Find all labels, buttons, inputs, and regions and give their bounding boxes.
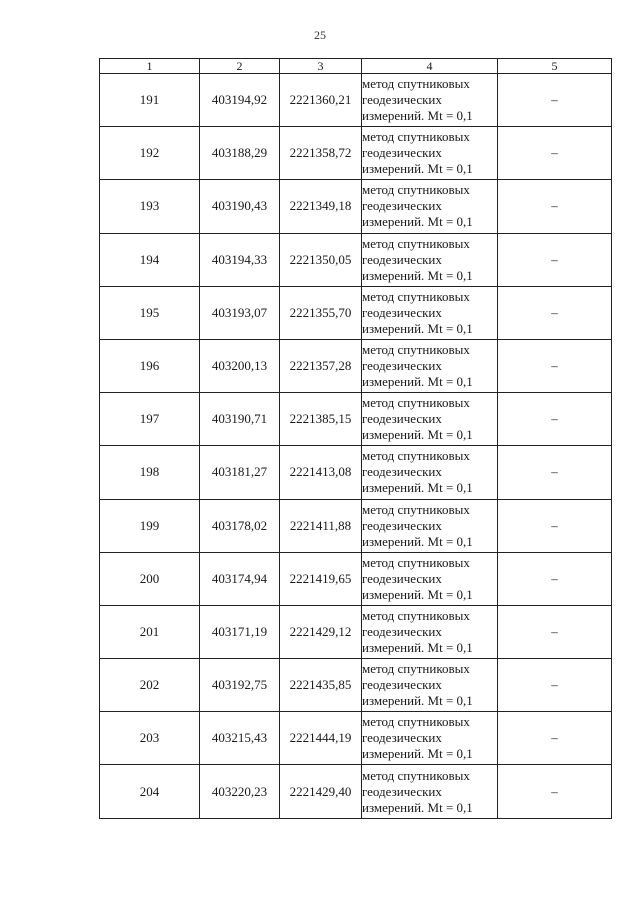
x-coordinate-cell: 403190,71 bbox=[200, 393, 280, 446]
method-line: измерений. Mt = 0,1 bbox=[362, 374, 473, 390]
method-line: геодезических bbox=[362, 411, 442, 427]
note-cell: – bbox=[498, 765, 612, 818]
method-cell bbox=[362, 552, 498, 605]
note-cell: – bbox=[498, 180, 612, 233]
y-coordinate-cell: 2221419,65 bbox=[280, 552, 362, 605]
method-line: метод спутниковых bbox=[362, 395, 470, 411]
column-header-1: 1 bbox=[100, 59, 200, 74]
x-coordinate-cell: 403192,75 bbox=[200, 659, 280, 712]
method-line: геодезических bbox=[362, 304, 442, 320]
method-line: измерений. Mt = 0,1 bbox=[362, 639, 473, 655]
note-cell: – bbox=[498, 393, 612, 446]
method-line: измерений. Mt = 0,1 bbox=[362, 799, 473, 815]
table-body bbox=[100, 74, 612, 819]
coordinates-table bbox=[99, 58, 612, 819]
x-coordinate-cell: 403171,19 bbox=[200, 605, 280, 658]
note-cell: – bbox=[498, 446, 612, 499]
method-cell bbox=[362, 180, 498, 233]
point-number-cell: 193 bbox=[100, 180, 200, 233]
method-cell bbox=[362, 286, 498, 339]
method-line: метод спутниковых bbox=[362, 554, 470, 570]
y-coordinate-cell: 2221357,28 bbox=[280, 339, 362, 392]
method-line: измерений. Mt = 0,1 bbox=[362, 586, 473, 602]
table-row bbox=[100, 765, 612, 818]
method-line: геодезических bbox=[362, 198, 442, 214]
table-row bbox=[100, 339, 612, 392]
x-coordinate-cell: 403174,94 bbox=[200, 552, 280, 605]
note-cell: – bbox=[498, 659, 612, 712]
method-line: метод спутниковых bbox=[362, 342, 470, 358]
method-line: метод спутниковых bbox=[362, 129, 470, 145]
point-number-cell: 204 bbox=[100, 765, 200, 818]
method-line: геодезических bbox=[362, 251, 442, 267]
table-header bbox=[100, 59, 612, 74]
x-coordinate-cell: 403181,27 bbox=[200, 446, 280, 499]
table-row bbox=[100, 127, 612, 180]
method-line: геодезических bbox=[362, 677, 442, 693]
point-number-cell: 194 bbox=[100, 233, 200, 286]
note-cell: – bbox=[498, 605, 612, 658]
method-line: измерений. Mt = 0,1 bbox=[362, 320, 473, 336]
method-cell bbox=[362, 605, 498, 658]
point-number-cell: 198 bbox=[100, 446, 200, 499]
method-line: геодезических bbox=[362, 730, 442, 746]
point-number-cell: 201 bbox=[100, 605, 200, 658]
method-line: геодезических bbox=[362, 517, 442, 533]
x-coordinate-cell: 403194,92 bbox=[200, 74, 280, 127]
method-cell bbox=[362, 393, 498, 446]
table-row bbox=[100, 552, 612, 605]
point-number-cell: 203 bbox=[100, 712, 200, 765]
method-cell bbox=[362, 233, 498, 286]
method-line: метод спутниковых bbox=[362, 288, 470, 304]
note-cell: – bbox=[498, 499, 612, 552]
method-line: измерений. Mt = 0,1 bbox=[362, 267, 473, 283]
point-number-cell: 199 bbox=[100, 499, 200, 552]
point-number-cell: 196 bbox=[100, 339, 200, 392]
column-header-5: 5 bbox=[498, 59, 612, 74]
method-cell bbox=[362, 127, 498, 180]
y-coordinate-cell: 2221411,88 bbox=[280, 499, 362, 552]
method-line: метод спутниковых bbox=[362, 182, 470, 198]
note-cell: – bbox=[498, 712, 612, 765]
y-coordinate-cell: 2221358,72 bbox=[280, 127, 362, 180]
method-cell bbox=[362, 499, 498, 552]
y-coordinate-cell: 2221413,08 bbox=[280, 446, 362, 499]
note-cell: – bbox=[498, 339, 612, 392]
note-cell: – bbox=[498, 74, 612, 127]
column-header-2: 2 bbox=[200, 59, 280, 74]
point-number-cell: 192 bbox=[100, 127, 200, 180]
method-line: метод спутниковых bbox=[362, 714, 470, 730]
y-coordinate-cell: 2221349,18 bbox=[280, 180, 362, 233]
method-cell bbox=[362, 712, 498, 765]
table-row bbox=[100, 712, 612, 765]
point-number-cell: 200 bbox=[100, 552, 200, 605]
x-coordinate-cell: 403193,07 bbox=[200, 286, 280, 339]
method-cell bbox=[362, 339, 498, 392]
method-line: измерений. Mt = 0,1 bbox=[362, 214, 473, 230]
column-header-4: 4 bbox=[362, 59, 498, 74]
method-line: метод спутниковых bbox=[362, 501, 470, 517]
method-cell bbox=[362, 446, 498, 499]
method-line: измерений. Mt = 0,1 bbox=[362, 161, 473, 177]
table-row bbox=[100, 393, 612, 446]
method-line: измерений. Mt = 0,1 bbox=[362, 480, 473, 496]
method-line: метод спутниковых bbox=[362, 661, 470, 677]
x-coordinate-cell: 403188,29 bbox=[200, 127, 280, 180]
table-row bbox=[100, 446, 612, 499]
method-line: измерений. Mt = 0,1 bbox=[362, 746, 473, 762]
method-line: геодезических bbox=[362, 783, 442, 799]
x-coordinate-cell: 403215,43 bbox=[200, 712, 280, 765]
y-coordinate-cell: 2221444,19 bbox=[280, 712, 362, 765]
table-row bbox=[100, 286, 612, 339]
page-number: 25 bbox=[314, 28, 326, 42]
method-line: метод спутниковых bbox=[362, 767, 470, 783]
method-line: геодезических bbox=[362, 92, 442, 108]
y-coordinate-cell: 2221350,05 bbox=[280, 233, 362, 286]
method-line: геодезических bbox=[362, 145, 442, 161]
note-cell: – bbox=[498, 233, 612, 286]
table-row bbox=[100, 499, 612, 552]
method-line: геодезических bbox=[362, 570, 442, 586]
point-number-cell: 195 bbox=[100, 286, 200, 339]
note-cell: – bbox=[498, 286, 612, 339]
y-coordinate-cell: 2221429,40 bbox=[280, 765, 362, 818]
header-row bbox=[100, 59, 612, 74]
point-number-cell: 191 bbox=[100, 74, 200, 127]
table-row bbox=[100, 180, 612, 233]
y-coordinate-cell: 2221429,12 bbox=[280, 605, 362, 658]
method-cell bbox=[362, 659, 498, 712]
table-row bbox=[100, 233, 612, 286]
point-number-cell: 197 bbox=[100, 393, 200, 446]
method-cell bbox=[362, 765, 498, 818]
note-cell: – bbox=[498, 127, 612, 180]
method-line: геодезических bbox=[362, 623, 442, 639]
y-coordinate-cell: 2221435,85 bbox=[280, 659, 362, 712]
y-coordinate-cell: 2221385,15 bbox=[280, 393, 362, 446]
method-line: метод спутниковых bbox=[362, 448, 470, 464]
table-row bbox=[100, 605, 612, 658]
y-coordinate-cell: 2221355,70 bbox=[280, 286, 362, 339]
x-coordinate-cell: 403178,02 bbox=[200, 499, 280, 552]
column-header-3: 3 bbox=[280, 59, 362, 74]
x-coordinate-cell: 403200,13 bbox=[200, 339, 280, 392]
x-coordinate-cell: 403220,23 bbox=[200, 765, 280, 818]
y-coordinate-cell: 2221360,21 bbox=[280, 74, 362, 127]
table-row bbox=[100, 659, 612, 712]
method-line: геодезических bbox=[362, 358, 442, 374]
method-line: измерений. Mt = 0,1 bbox=[362, 108, 473, 124]
method-line: измерений. Mt = 0,1 bbox=[362, 533, 473, 549]
method-line: метод спутниковых bbox=[362, 76, 470, 92]
point-number-cell: 202 bbox=[100, 659, 200, 712]
note-cell: – bbox=[498, 552, 612, 605]
method-line: измерений. Mt = 0,1 bbox=[362, 693, 473, 709]
x-coordinate-cell: 403190,43 bbox=[200, 180, 280, 233]
method-line: геодезических bbox=[362, 464, 442, 480]
table-row bbox=[100, 74, 612, 127]
method-cell bbox=[362, 74, 498, 127]
method-line: измерений. Mt = 0,1 bbox=[362, 427, 473, 443]
method-line: метод спутниковых bbox=[362, 235, 470, 251]
x-coordinate-cell: 403194,33 bbox=[200, 233, 280, 286]
method-line: метод спутниковых bbox=[362, 607, 470, 623]
